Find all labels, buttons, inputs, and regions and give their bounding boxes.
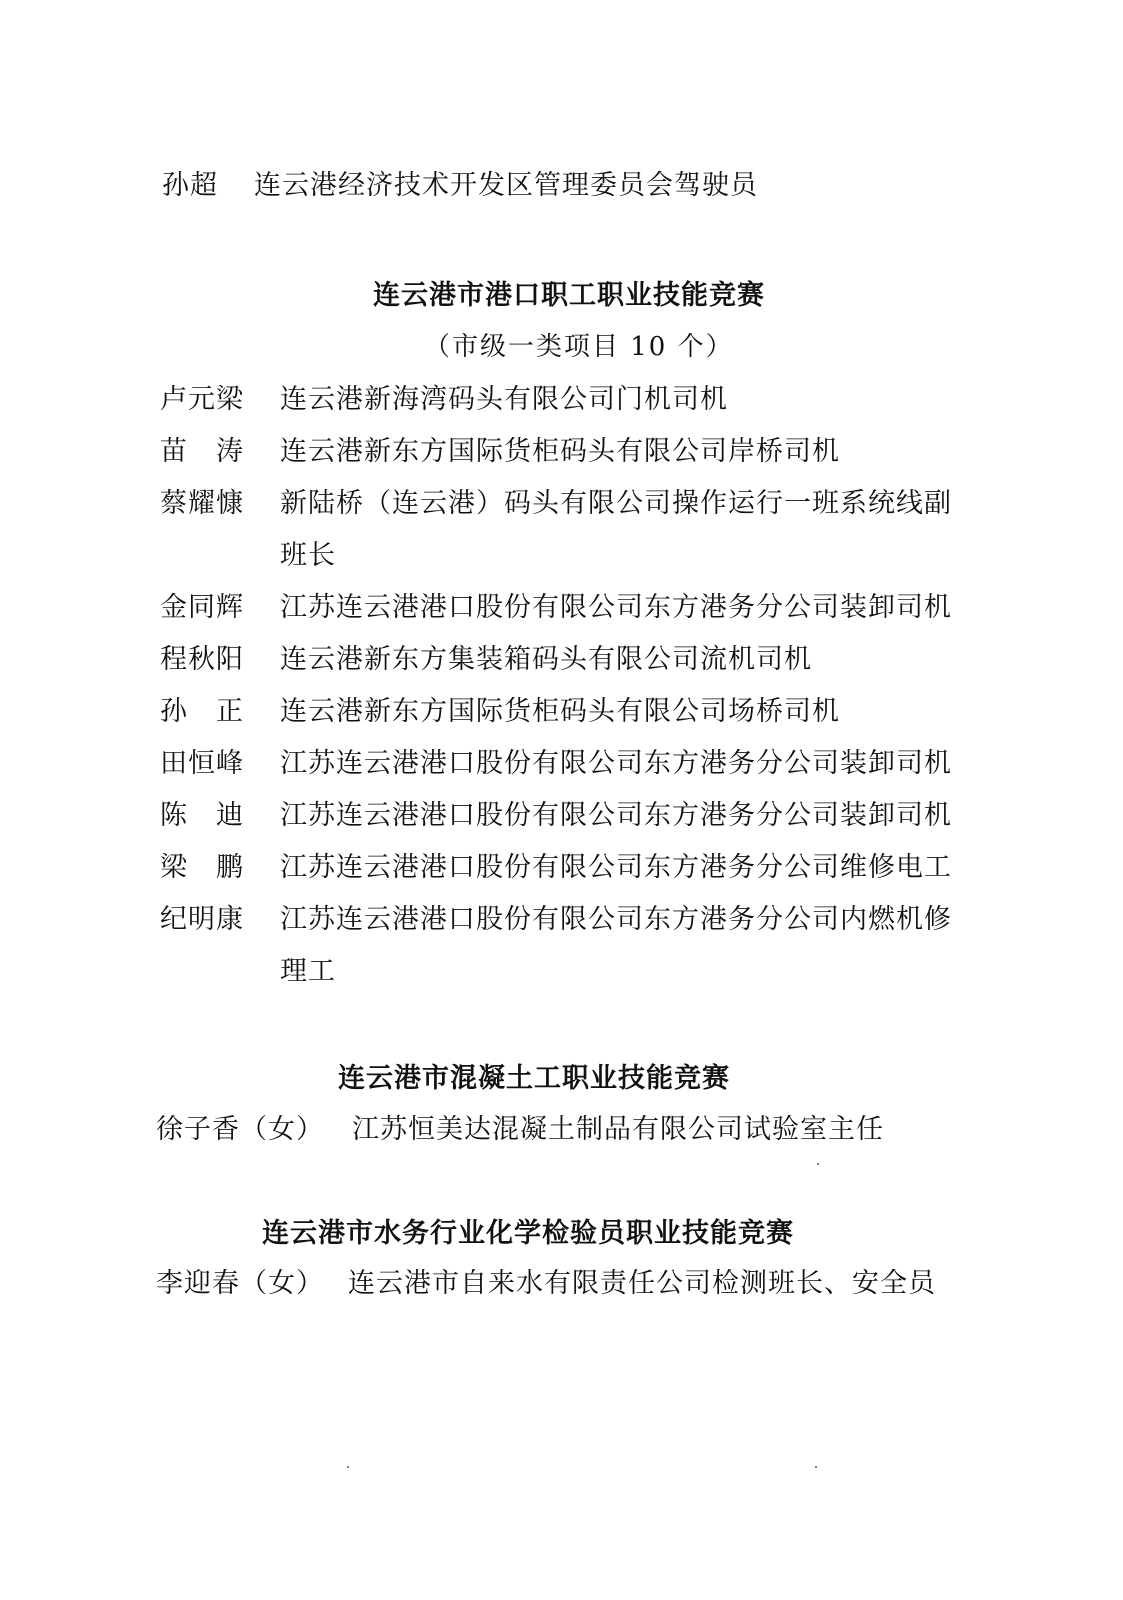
list-item — [160, 582, 1000, 634]
entry-name: 孙超 — [162, 170, 218, 201]
entry-name: 蔡耀慷 — [160, 488, 244, 519]
entry-name: 梁 鹏 — [160, 852, 244, 883]
list-item — [160, 686, 1000, 738]
entry-desc: 江苏连云港港口股份有限公司东方港务分公司维修电工 — [280, 852, 952, 883]
entry-desc: 江苏连云港港口股份有限公司东方港务分公司装卸司机 — [280, 748, 952, 779]
entry-name: 卢元梁 — [160, 384, 244, 415]
entry-name: 纪明康 — [160, 904, 244, 935]
entry-name: 徐子香（女） — [156, 1114, 324, 1145]
scan-speck — [347, 1466, 349, 1468]
list-item — [160, 374, 1000, 426]
scan-speck — [815, 1466, 817, 1468]
entry-name: 孙 正 — [160, 696, 244, 727]
top-entry — [162, 160, 862, 212]
section-title-concrete: 连云港市混凝土工职业技能竞赛 — [338, 1063, 730, 1094]
entry-name: 苗 涛 — [160, 436, 244, 467]
entry-name: 程秋阳 — [160, 644, 244, 675]
entry-desc: 连云港经济技术开发区管理委员会驾驶员 — [254, 170, 758, 201]
section-title-port: 连云港市港口职工职业技能竞赛 — [373, 280, 765, 311]
entry-desc: 江苏连云港港口股份有限公司东方港务分公司装卸司机 — [280, 800, 952, 831]
section-subtitle-port: （市级一类项目 10 个） — [424, 332, 734, 362]
list-item — [156, 1258, 1016, 1310]
list-item — [160, 738, 1000, 790]
list-item — [160, 634, 1000, 686]
entry-desc: 江苏连云港港口股份有限公司东方港务分公司装卸司机 — [280, 592, 952, 623]
list-item — [160, 894, 1000, 998]
entry-desc: 连云港新东方集装箱码头有限公司流机司机 — [280, 644, 812, 675]
list-item — [160, 426, 1000, 478]
section-title-water: 连云港市水务行业化学检验员职业技能竞赛 — [262, 1218, 794, 1249]
entry-desc: 连云港新东方国际货柜码头有限公司场桥司机 — [280, 696, 840, 727]
entry-desc: 新陆桥（连云港）码头有限公司操作运行一班系统线副班长 — [280, 488, 952, 571]
list-item — [156, 1104, 1016, 1156]
list-item — [160, 478, 1000, 582]
entry-desc: 江苏恒美达混凝土制品有限公司试验室主任 — [352, 1114, 884, 1145]
entry-name: 陈 迪 — [160, 800, 244, 831]
scan-speck — [817, 1163, 819, 1165]
entry-desc: 连云港市自来水有限责任公司检测班长、安全员 — [348, 1268, 936, 1299]
list-item — [160, 842, 1000, 894]
entry-desc: 江苏连云港港口股份有限公司东方港务分公司内燃机修理工 — [280, 904, 952, 987]
entry-name: 李迎春（女） — [156, 1268, 324, 1299]
list-item — [160, 790, 1000, 842]
entry-desc: 连云港新海湾码头有限公司门机司机 — [280, 384, 728, 415]
entry-desc: 连云港新东方国际货柜码头有限公司岸桥司机 — [280, 436, 840, 467]
entry-name: 田恒峰 — [160, 748, 244, 779]
entry-name: 金同辉 — [160, 592, 244, 623]
